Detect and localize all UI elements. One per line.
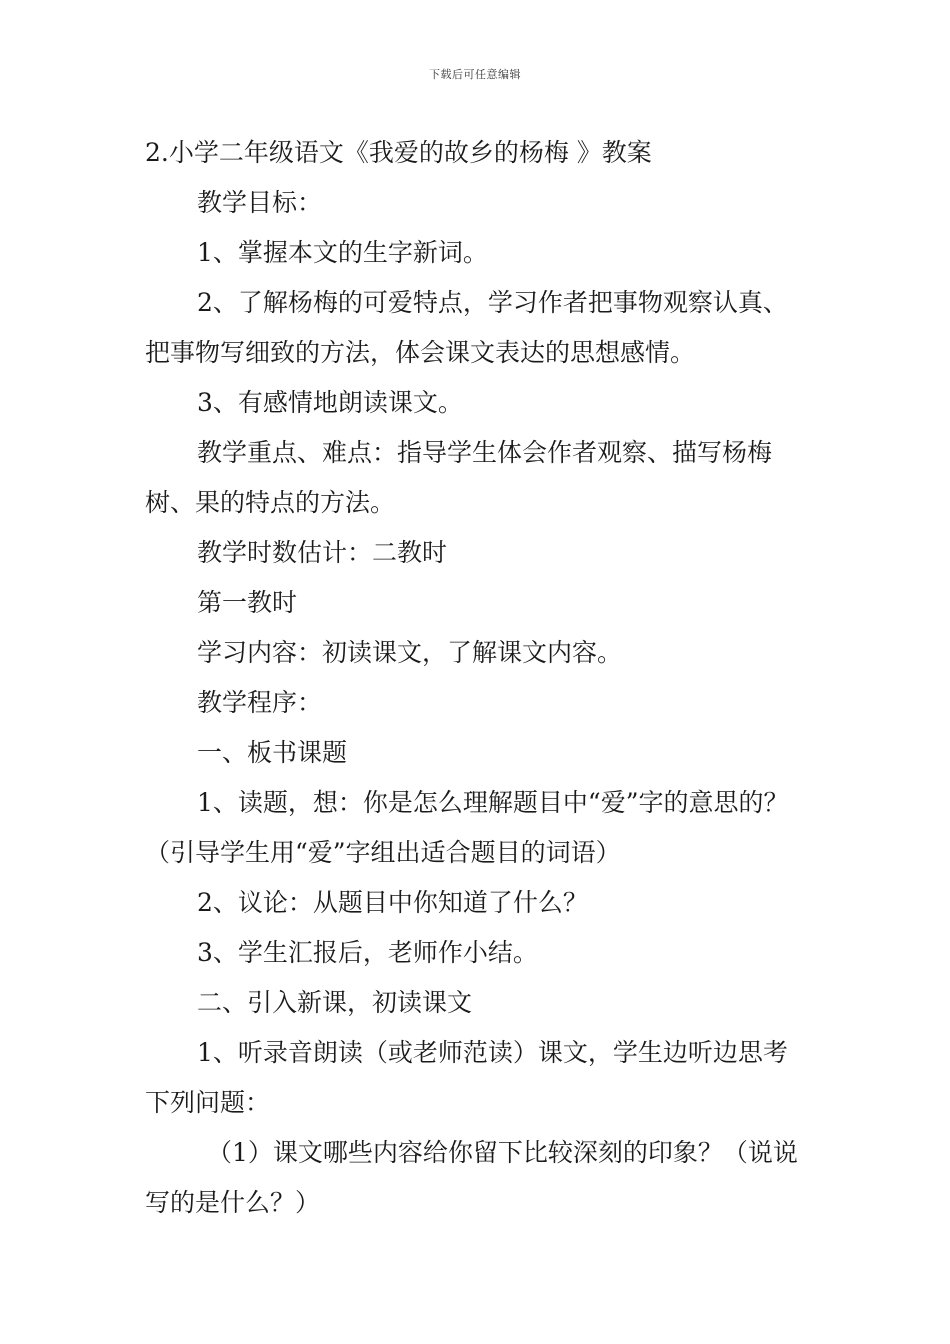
paragraph-goal-1: 1、掌握本文的生字新词。 <box>197 238 488 267</box>
document-body <box>145 128 825 1228</box>
paragraph-teaching-goals-heading: 教学目标： <box>197 188 323 217</box>
paragraph-question-1: （1）课文哪些内容给你留下比较深刻的印象？（说说 <box>207 1138 798 1167</box>
paragraph-first-lesson: 第一教时 <box>197 588 298 617</box>
paragraph-learning-content: 学习内容：初读课文，了解课文内容。 <box>197 638 623 667</box>
paragraph-section-2: 二、引入新课，初读课文 <box>197 988 473 1017</box>
paragraph-key-points: 教学重点、难点：指导学生体会作者观察、描写杨梅 <box>197 438 773 467</box>
paragraph-goal-2-continued: 把事物写细致的方法，体会课文表达的思想感情。 <box>145 338 696 367</box>
paragraph-step-2-1-continued: 下列问题： <box>145 1088 271 1117</box>
paragraph-section-1: 一、板书课题 <box>197 738 348 767</box>
paragraph-step-1-1-continued: （引导学生用“爱”字组出适合题目的词语） <box>145 838 621 867</box>
paragraph-step-1-1: 1、读题，想：你是怎么理解题目中“爱”字的意思的？ <box>197 788 789 817</box>
paragraph-step-1-3: 3、学生汇报后，老师作小结。 <box>197 938 538 967</box>
paragraph-goal-3: 3、有感情地朗读课文。 <box>197 388 463 417</box>
paragraph-goal-2: 2、了解杨梅的可爱特点，学习作者把事物观察认真、 <box>197 288 788 317</box>
paragraph-procedure-heading: 教学程序： <box>197 688 323 717</box>
paragraph-question-1-continued: 写的是什么？） <box>145 1188 321 1217</box>
document-title: 2.小学二年级语文《我爱的故乡的杨梅 》教案 <box>145 138 652 167</box>
paragraph-key-points-continued: 树、果的特点的方法。 <box>145 488 396 517</box>
paragraph-step-2-1: 1、听录音朗读（或老师范读）课文，学生边听边思考 <box>197 1038 788 1067</box>
paragraph-step-1-2: 2、议论：从题目中你知道了什么？ <box>197 888 588 917</box>
paragraph-time-estimate: 教学时数估计：二教时 <box>197 538 448 567</box>
page-header-note: 下载后可任意编辑 <box>429 68 521 81</box>
